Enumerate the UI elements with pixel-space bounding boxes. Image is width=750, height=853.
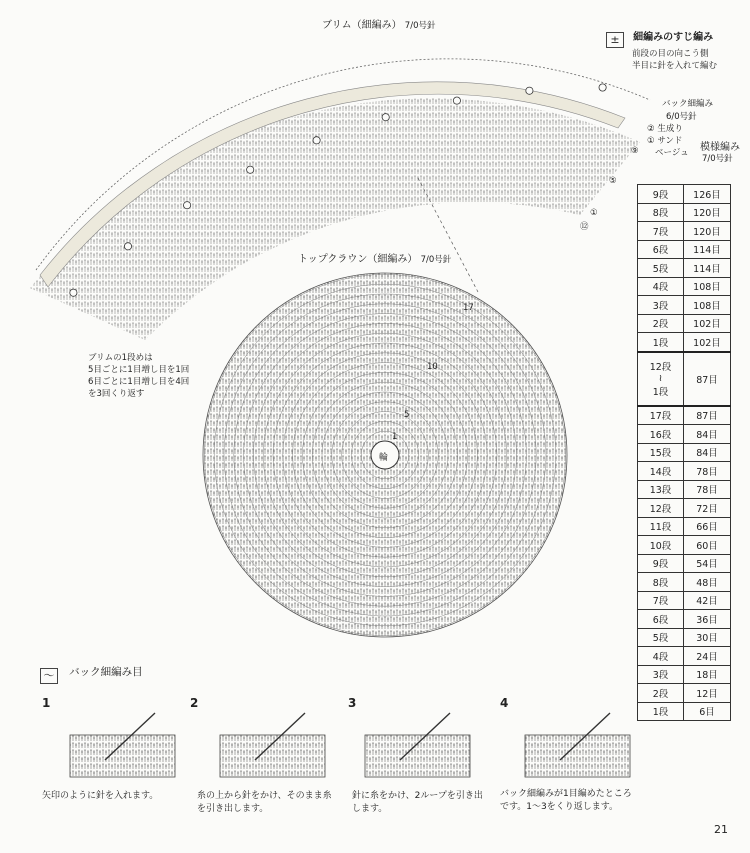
step-4-text: [500, 788, 632, 814]
table-stitch-count: 108目: [684, 277, 731, 296]
brim-marker: [70, 289, 77, 296]
stitch-legend-line-1: 前段の目の向こう側: [632, 49, 709, 59]
table-row-label: 1段: [638, 702, 684, 721]
back-sc-label-text: バック細編み: [662, 99, 714, 109]
table-stitch-count: 66目: [684, 517, 731, 536]
table-row-label: 6段: [638, 610, 684, 629]
step-3-line-1: 針に糸をかけ、2ループを引き出: [352, 791, 483, 801]
step-4-line-2: です。1〜3をくり返します。: [500, 802, 619, 812]
brim-table-row: [638, 185, 731, 204]
stitch-legend-line-2: 半目に針を入れて編む: [632, 61, 718, 71]
brim-marker: [526, 87, 533, 94]
crown-ring-10: 10: [427, 362, 438, 372]
step-1-text: [42, 790, 158, 803]
step-illustration-4: [525, 735, 630, 777]
row-mark-12: ⑫: [580, 222, 589, 232]
step-3-number: 3: [348, 696, 357, 710]
back-sc-needle: 6/0号針: [666, 112, 697, 122]
color-num-2: ①: [647, 136, 655, 146]
table-stitch-count: 78目: [684, 462, 731, 481]
table-stitch-count: 48目: [684, 573, 731, 592]
crown-table-row: [638, 406, 731, 425]
table-stitch-count: 126目: [684, 185, 731, 204]
stitch-legend-title: 細編みのすじ編み: [633, 32, 714, 43]
brim-marker: [313, 137, 320, 144]
crown-table-row: [638, 610, 731, 629]
brim-needle: 7/0号針: [404, 21, 436, 31]
crown-table-row: [638, 665, 731, 684]
table-row-label: 4段: [638, 277, 684, 296]
step-2-text: [197, 790, 332, 816]
back-sc-section-title: バック細編み目: [69, 666, 143, 678]
table-stitch-count: 42目: [684, 591, 731, 610]
brim-table-row: [638, 277, 731, 296]
front-loop-sc-icon: ±: [606, 32, 624, 48]
table-row-label: 14段: [638, 462, 684, 481]
side-table-row: [638, 352, 731, 406]
table-row-label: 2段: [638, 314, 684, 333]
step-2-line-1: 糸の上から針をかけ、そのまま糸: [197, 791, 332, 801]
side-row-row-mid: ≀: [658, 373, 663, 384]
table-row-label: 11段: [638, 517, 684, 536]
table-row-label: 17段: [638, 406, 684, 425]
crown-table-row: [638, 628, 731, 647]
side-row-range: [638, 352, 684, 406]
table-row-label: 5段: [638, 628, 684, 647]
table-stitch-count: 120目: [684, 222, 731, 241]
back-sc-section-header: [40, 664, 143, 684]
table-row-label: 15段: [638, 443, 684, 462]
crown-table-row: [638, 591, 731, 610]
back-sc-icon: ～: [40, 668, 58, 684]
table-stitch-count: 54目: [684, 554, 731, 573]
brim-marker: [382, 114, 389, 121]
table-row-label: 2段: [638, 684, 684, 703]
table-row-label: 10段: [638, 536, 684, 555]
crown-title-text: トップクラウン（細編み）: [298, 254, 418, 265]
step-illustrations: [70, 713, 630, 777]
crown-table-row: [638, 425, 731, 444]
table-stitch-count: 24目: [684, 647, 731, 666]
side-stitch-count: 87目: [684, 352, 731, 406]
brim-table-row: [638, 259, 731, 278]
brim-marker: [184, 202, 191, 209]
step-3-line-2: します。: [352, 804, 388, 814]
crown-table-row: [638, 499, 731, 518]
step-illustration-1: [70, 735, 175, 777]
color-name-1: 生成り: [657, 124, 683, 134]
step-3-text: [352, 790, 483, 816]
crown-table-row: [638, 647, 731, 666]
brim-table-row: [638, 240, 731, 259]
step-1-line-1: 矢印のように針を入れます。: [42, 791, 159, 801]
table-stitch-count: 102目: [684, 333, 731, 352]
table-stitch-count: 87目: [684, 406, 731, 425]
crown-ring-5: 5: [404, 410, 410, 420]
brim-marker: [124, 243, 131, 250]
table-stitch-count: 84目: [684, 443, 731, 462]
brim-note-line-4: を3回くり返す: [88, 389, 145, 399]
step-4-number: 4: [500, 696, 509, 710]
table-stitch-count: 60目: [684, 536, 731, 555]
step-4-line-1: バック細編みが1目編めたところ: [500, 789, 632, 799]
crown-ring-17: 17: [463, 303, 474, 313]
brim-note-line-3: 6目ごとに1目増し目を4回: [88, 377, 190, 387]
table-stitch-count: 78目: [684, 480, 731, 499]
table-stitch-count: 84目: [684, 425, 731, 444]
row-mark-1: ①: [590, 208, 598, 218]
crown-table-row: [638, 554, 731, 573]
table-row-label: 9段: [638, 554, 684, 573]
color-num-1: ②: [647, 124, 655, 134]
stitch-legend-desc: [632, 48, 717, 72]
table-stitch-count: 6目: [684, 702, 731, 721]
table-row-label: 4段: [638, 647, 684, 666]
table-stitch-count: 114目: [684, 240, 731, 259]
table-stitch-count: 18目: [684, 665, 731, 684]
color-name-3: ベージュ: [655, 148, 689, 158]
table-row-label: 3段: [638, 665, 684, 684]
brim-increase-note: [88, 352, 189, 400]
table-row-label: 3段: [638, 296, 684, 315]
crown-table-row: [638, 573, 731, 592]
brim-table-row: [638, 333, 731, 352]
crown-table-row: [638, 702, 731, 721]
crown-table-row: [638, 480, 731, 499]
table-stitch-count: 30目: [684, 628, 731, 647]
crown-table-row: [638, 462, 731, 481]
brim-marker: [599, 84, 606, 91]
brim-marker: [453, 97, 460, 104]
brim-table-row: [638, 222, 731, 241]
table-row-label: 7段: [638, 222, 684, 241]
table-row-label: 5段: [638, 259, 684, 278]
pattern-label: 模様編み: [700, 142, 740, 153]
color-name-2: サンド: [657, 136, 683, 146]
brim-title: [322, 16, 435, 31]
table-stitch-count: 102目: [684, 314, 731, 333]
crown-table-row: [638, 443, 731, 462]
table-stitch-count: 108目: [684, 296, 731, 315]
step-illustration-3: [365, 735, 470, 777]
pattern-needle: 7/0号針: [702, 154, 733, 164]
color-list: [647, 123, 689, 159]
table-stitch-count: 114目: [684, 259, 731, 278]
brim-table-row: [638, 296, 731, 315]
brim-table-row: [638, 314, 731, 333]
brim-marker: [247, 166, 254, 173]
table-row-label: 1段: [638, 333, 684, 352]
step-1-number: 1: [42, 696, 51, 710]
crown-center-label: 輪: [379, 453, 389, 463]
brim-note-line-2: 5目ごとに1目増し目を1回: [88, 365, 190, 375]
crown-table-row: [638, 517, 731, 536]
stitch-legend: [606, 28, 717, 72]
table-row-label: 8段: [638, 203, 684, 222]
crown-table-row: [638, 536, 731, 555]
table-stitch-count: 72目: [684, 499, 731, 518]
side-row-row-bottom: 1段: [652, 387, 669, 398]
side-row-row-top: 12段: [649, 362, 672, 373]
table-row-label: 16段: [638, 425, 684, 444]
crown-title: [298, 250, 451, 265]
crown-ring-1: 1: [392, 432, 398, 442]
table-row-label: 13段: [638, 480, 684, 499]
row-mark-9: ⑨: [631, 146, 639, 156]
table-row-label: 9段: [638, 185, 684, 204]
step-2-line-2: を引き出します。: [197, 804, 269, 814]
row-mark-5: ⑤: [609, 176, 617, 186]
step-2-number: 2: [190, 696, 199, 710]
table-row-label: 7段: [638, 591, 684, 610]
back-sc-label: [662, 97, 713, 109]
brim-note-line-1: ブリムの1段めは: [88, 353, 153, 363]
step-illustration-2: [220, 735, 325, 777]
table-row-label: 8段: [638, 573, 684, 592]
table-row-label: 6段: [638, 240, 684, 259]
crown-table-row: [638, 684, 731, 703]
table-stitch-count: 36目: [684, 610, 731, 629]
table-stitch-count: 120目: [684, 203, 731, 222]
crown-needle: 7/0号針: [420, 255, 452, 265]
brim-table-row: [638, 203, 731, 222]
table-row-label: 12段: [638, 499, 684, 518]
table-stitch-count: 12目: [684, 684, 731, 703]
stitch-count-table: [637, 184, 731, 721]
brim-title-text: ブリム（細編み）: [322, 20, 402, 31]
page-number: 21: [714, 823, 728, 836]
